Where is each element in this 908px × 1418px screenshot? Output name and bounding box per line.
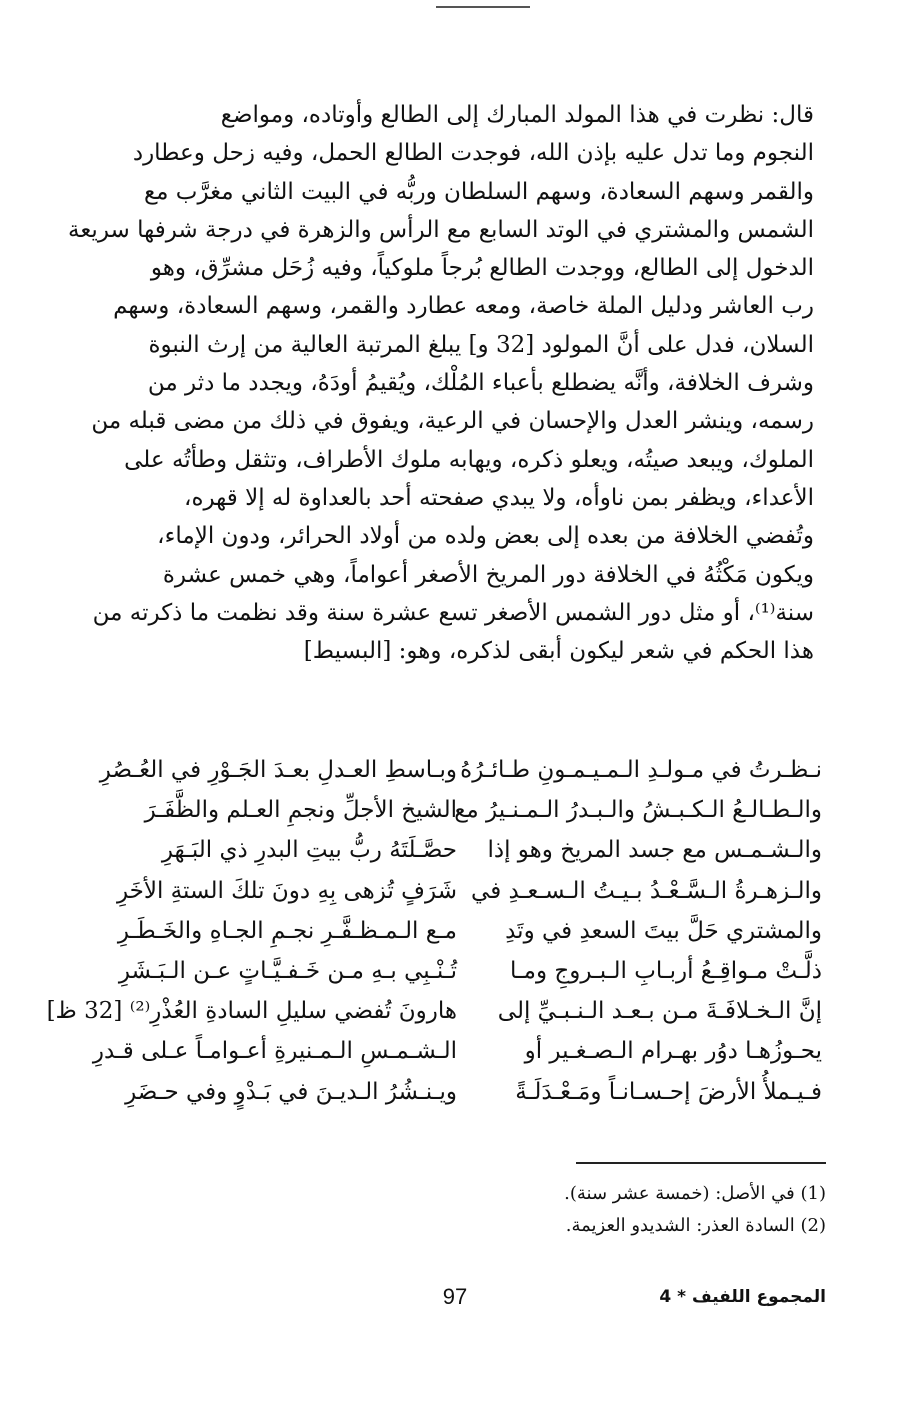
- prose-line: وشرف الخلافة، وأنَّه يضطلع بأعباء المُلْك، ويُقيمُ أودَهُ، ويجدد ما دثر من: [147, 370, 814, 397]
- prose-line: النجوم وما تدل عليه بإذن الله، فوجدت الطالع الحمل، وفيه زحل وعطارد: [132, 140, 814, 167]
- poem-hemistich: هارونَ تُفضي سليلِ السادةِ العُذْرِ⁽²⁾ [32 ظ]: [46, 998, 457, 1025]
- prose-line: الأعداء، ويظفر بمن ناوأه، ولا يبدي صفحته أحد بالعداوة له إلا قهره،: [184, 484, 814, 511]
- poem-hemistich: وبـاسطِ العـدلِ بعـدَ الجَـوْرِ في العُـصُرِ: [99, 757, 457, 783]
- poem-hemistich: والـطـالـعُ الـكـبـشُ والـبـدرُ الـمـنـيرُ مع: [454, 797, 822, 824]
- prose-line: هذا الحكم في شعر ليكون أبقى لذكره، وهو: [البسيط]: [303, 638, 814, 665]
- prose-line: قال: نظرت في هذا المولد المبارك إلى الطالع وأوتاده، ومواضع: [220, 102, 814, 128]
- poem-hemistich: ذلَّـتْ مـواقِـعُ أربـابِ الـبـروجِ ومـا: [509, 957, 822, 984]
- poem-hemistich: الـشـمـسِ الـمـنيرةِ أعـوامـاً عـلى قـدرِ: [92, 1038, 457, 1065]
- poem-hemistich: إنَّ الـخـلافَـةَ مـن بـعـد الـنـبـيِّ إلى: [497, 998, 822, 1025]
- footnote: (1) في الأصل: (خمسة عشر سنة).: [564, 1183, 826, 1204]
- prose-line: رسمه، وينشر العدل والإحسان في الرعية، ويفوق في ذلك من مضى قبله من: [91, 408, 814, 435]
- prose-line: سنة⁽¹⁾، أو مثل دور الشمس الأصغر تسع عشرة سنة وقد نظمت ما ذكرته من: [92, 599, 814, 626]
- poem-hemistich: والـزهـرةُ الـسَّـعْـدُ بـيـتُ الـسـعـدِ في: [471, 877, 822, 904]
- footnotes: [226, 1178, 826, 1242]
- top-rule: [436, 6, 530, 8]
- poem-hemistich: فـيـملأُ الأرضَ إحـسـانـاً ومَـعْـدَلَـةً: [515, 1078, 822, 1105]
- prose-line: ويكون مَكْثُهُ في الخلافة دور المريخ الأصغر أعواماً، وهي خمس عشرة: [162, 561, 814, 588]
- poem-hemistich: ويـنـشُرُ الـديـنَ في بَـدْوٍ وفي حـضَرِ: [125, 1078, 457, 1105]
- page-number: 97: [442, 1284, 468, 1309]
- poem-hemistich: نـظـرتُ في مـولـدِ الـمـيـمـونِ طـائـرُهُ: [460, 757, 822, 783]
- poem-hemistich: الشيخ الأجلِّ ونجمِ العـلم والظَّفَـرَ: [144, 797, 457, 824]
- prose-text: [68, 96, 814, 670]
- prose-line: الملوك، ويبعد صيتُه، ويعلو ذكره، ويهابه ملوك الأطراف، وتثقل وطأتُه على: [124, 446, 814, 473]
- poem-hemistich: والـشـمـس مع جسد المريخ وهو إذا: [487, 837, 822, 864]
- prose-line: والقمر وسهم السعادة، وسهم السلطان وربُّه في البيت الثاني مغرَّب مع: [143, 178, 814, 205]
- prose-line: السلان، فدل على أنَّ المولود [32 و] يبلغ المرتبة العالية من إرث النبوة: [148, 331, 814, 358]
- poem-first-hemistichs: [454, 750, 822, 1112]
- poem-hemistich: والمشتري حَلَّ بيتَ السعدِ في وتَدِ: [505, 917, 822, 944]
- prose-line: رب العاشر ودليل الملة خاصة، ومعه عطارد والقمر، وسهم السعادة، وسهم: [113, 293, 814, 320]
- prose-line: الشمس والمشتري في الوتد السابع مع الرأس والزهرة في درجة شرفها سريعة: [68, 216, 814, 243]
- footnote: (2) السادة العذر: الشديدو العزيمة.: [565, 1215, 826, 1236]
- poem-hemistich: يحـوزُهـا دوُر بهـرام الـصـغـير أو: [524, 1038, 822, 1065]
- prose-line: وتُفضي الخلافة من بعده إلى بعض ولده من أولاد الحرائر، ودون الإماء،: [157, 523, 814, 550]
- poem-hemistich: حصَّـلَتَهُ ربُّ بيتِ البدرِ ذي البَـهَرِ: [161, 837, 457, 864]
- running-footer-title: المجموع اللفيف * 4: [659, 1287, 826, 1307]
- poem-hemistich: مـع الـمـظـفَّـرِ نجـمِ الجـاهِ والخَـطَـرِ: [117, 917, 457, 944]
- poem: [46, 750, 822, 1150]
- prose-line: الدخول إلى الطالع، ووجدت الطالع بُرجاً ملوكياً، وفيه زُحَل مشرِّق، وهو: [150, 255, 814, 282]
- poem-hemistich: شَرَفٍ تُزهى بِهِ دونَ تلكَ الستةِ الأخَرِ: [116, 877, 457, 904]
- poem-second-hemistichs: [46, 750, 457, 1112]
- footnote-separator: [576, 1162, 826, 1164]
- poem-hemistich: تُـنْـبِي بـهِ مـن خَـفـيَّـاتٍ عـن الـبَـشَرِ: [118, 957, 457, 984]
